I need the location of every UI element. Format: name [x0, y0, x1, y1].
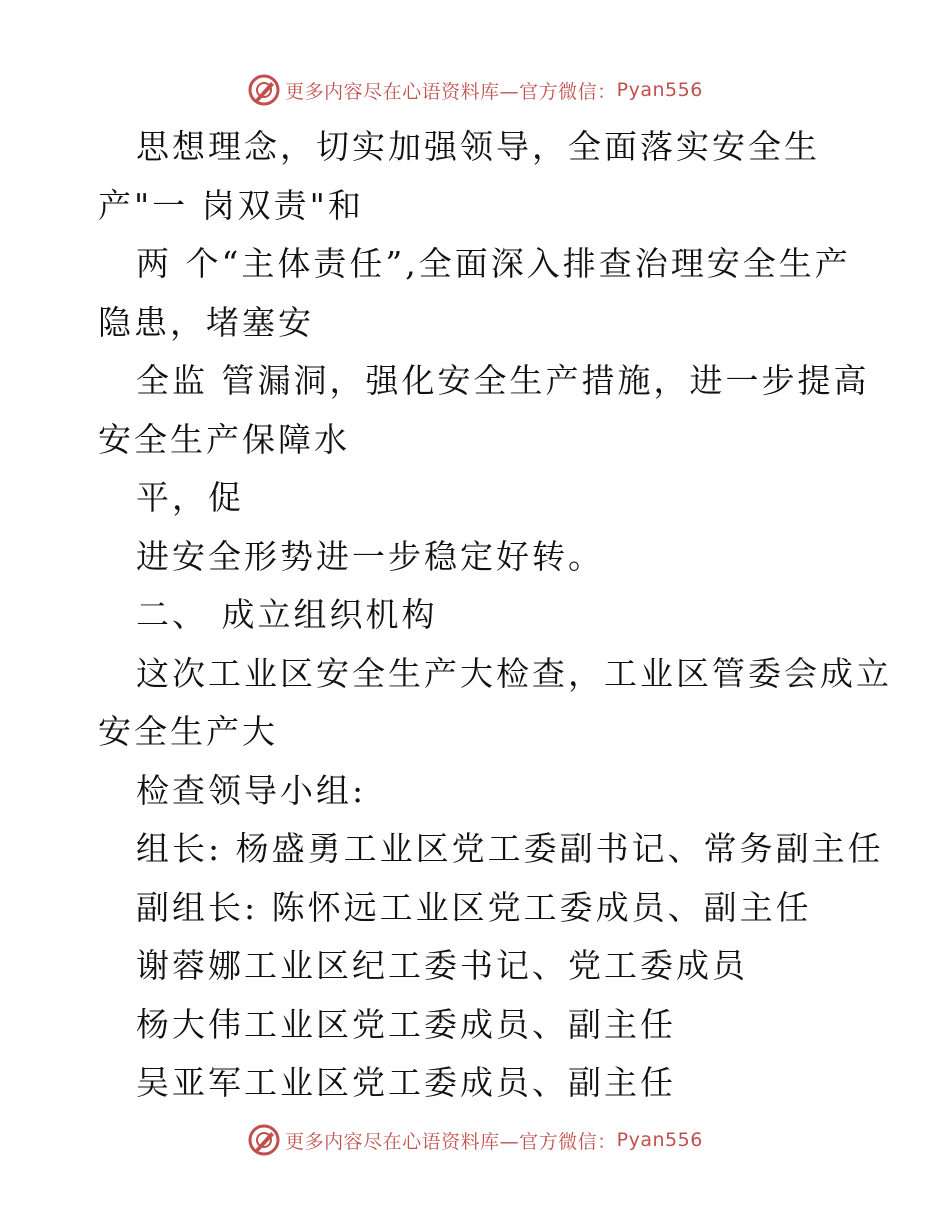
text-line: 全监 管漏洞，强化安全生产措施，进一步提高 — [136, 361, 870, 400]
member-line: 组长: 杨盛勇工业区党工委副书记、常务副主任 — [136, 829, 884, 868]
member-line: 杨大伟工业区党工委成员、副主任 — [136, 1004, 676, 1044]
watermark-logo-icon — [247, 73, 281, 107]
text-line: 两 个“主体责任”,全面深入排查治理安全生产 — [136, 244, 851, 283]
watermark-contact: Pyan556 — [616, 1129, 703, 1151]
text-line: 隐患，堵塞安 — [98, 302, 314, 342]
text-line: 检查领导小组: — [136, 770, 367, 810]
watermark-logo-icon — [247, 1123, 281, 1157]
text-line: 思想理念，切实加强领导，全面落实安全生 — [136, 127, 820, 166]
header-watermark — [0, 70, 950, 110]
watermark-contact: Pyan556 — [616, 79, 703, 101]
section-heading: 二、 成立组织机构 — [136, 595, 438, 634]
member-line: 副组长: 陈怀远工业区党工委成员、副主任 — [136, 887, 812, 927]
watermark-text: 更多内容尽在心语资料库—官方微信： — [285, 80, 617, 103]
member-line: 谢蓉娜工业区纪工委书记、党工委成员 — [136, 946, 748, 985]
text-line: 进安全形势进一步稳定好转。 — [136, 536, 604, 576]
text-line: 这次工业区安全生产大检查，工业区管委会成立 — [136, 653, 892, 693]
footer-watermark — [0, 1120, 950, 1160]
watermark-text: 更多内容尽在心语资料库—官方微信： — [285, 1130, 617, 1153]
text-line: 平，促 — [136, 478, 244, 517]
member-line: 吴亚军工业区党工委成员、副主任 — [136, 1063, 676, 1102]
document-body — [98, 118, 892, 1113]
text-line: 安全生产大 — [98, 712, 278, 751]
text-line: 产"一 岗双责"和 — [98, 185, 364, 225]
text-line: 安全生产保障水 — [98, 419, 350, 459]
